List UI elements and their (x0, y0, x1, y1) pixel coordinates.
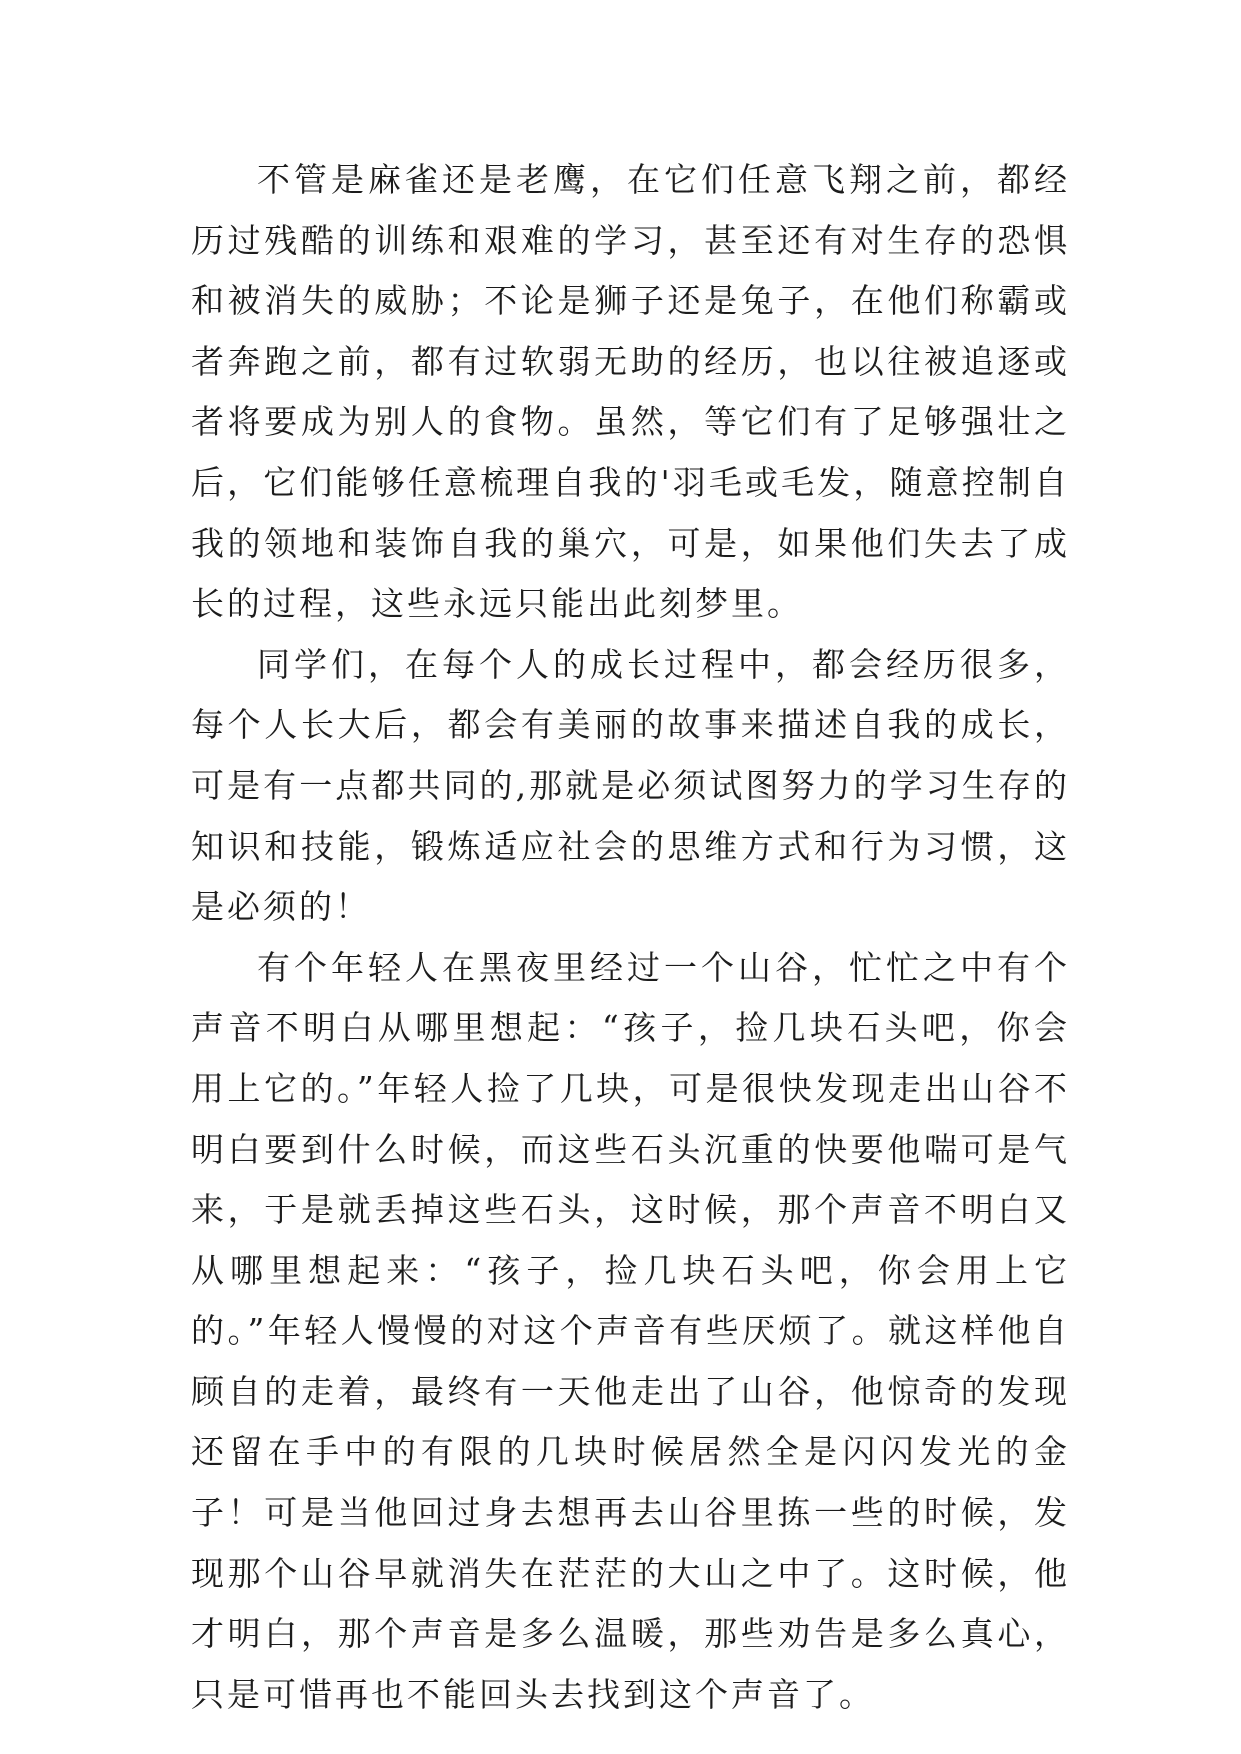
paragraph-2: 同学们，在每个人的成长过程中，都会经历很多，每个人长大后，都会有美丽的故事来描述自我的成长，可是有一点都共同的,那就是必须试图努力的学习生存的知识和技能，锻炼适应社会的思维方式和行为习惯，这是必须的！ (191, 644, 1070, 927)
paragraph-3: 有个年轻人在黑夜里经过一个山谷，忙忙之中有个声音不明白从哪里想起：“孩子，捡几块石头吧，你会用上它的。”年轻人捡了几块，可是很快发现走出山谷不明白要到什么时候，而这些石头沉重的快要他喘可是气来，于是就丢掉这些石头，这时候，那个声音不明白又从哪里想起来：“孩子，捡几块石头吧，你会用上它的。”年轻人慢慢的对这个声音有些厌烦了。就这样他自顾自的走着，最终有一天他走出了山谷，他惊奇的发现还留在手中的有限的几块时候居然全是闪闪发光的金子！可是当他回过身去想再去山谷里拣一些的时候，发现那个山谷早就消失在茫茫的大山之中了。这时候，他才明白，那个声音是多么温暖，那些劝告是多么真心，只是可惜再也不能回头去找到这个声音了。 (191, 947, 1070, 1714)
paragraph-1: 不管是麻雀还是老鹰，在它们任意飞翔之前，都经历过残酷的训练和艰难的学习，甚至还有对生存的恐惧和被消失的威胁；不论是狮子还是兔子，在他们称霸或者奔跑之前，都有过软弱无助的经历，也以往被追逐或者将要成为别人的食物。虽然，等它们有了足够强壮之后，它们能够任意梳理自我的'羽毛或毛发，随意控制自我的领地和装饰自我的巢穴，可是，如果他们失去了成长的过程，这些永远只能出此刻梦里。 (191, 160, 1070, 624)
